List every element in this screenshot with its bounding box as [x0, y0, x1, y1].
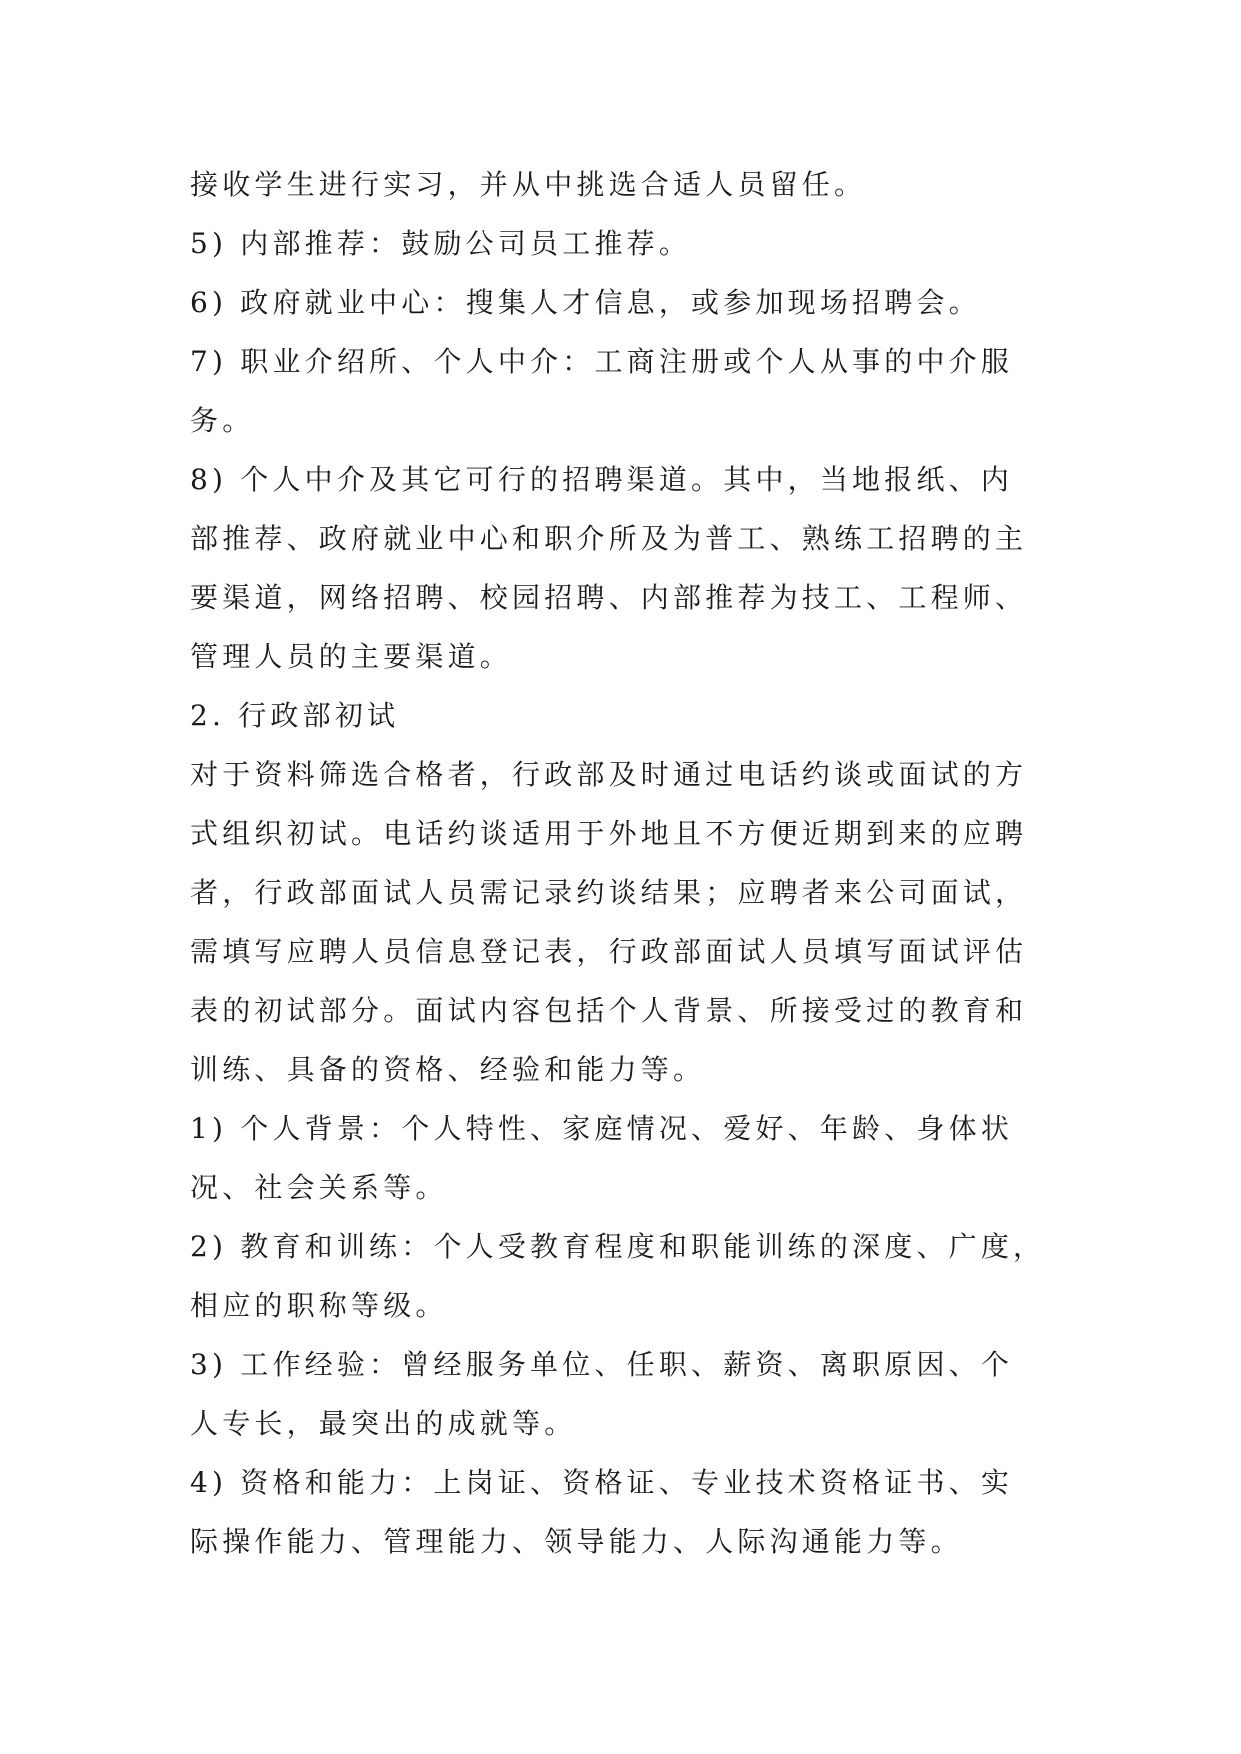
list-item-qualifications-abilities: 4) 资格和能力：上岗证、资格证、专业技术资格证书、实 际操作能力、管理能力、领导能力、人际沟通能力等。 [190, 1466, 1014, 1558]
list-item-other-channels: 8) 个人中介及其它可行的招聘渠道。其中，当地报纸、内 部推荐、政府就业中心和职介所及为普工、熟练工招聘的主 要渠道，网络招聘、校园招聘、内部推荐为技工、工程师、 管理人员的主要渠道。 [190, 463, 1028, 673]
document-body [190, 155, 1070, 1571]
list-item-personal-background: 1) 个人背景：个人特性、家庭情况、爱好、年龄、身体状 况、社会关系等。 [190, 1112, 1014, 1204]
list-item-employment-agency: 7) 职业介绍所、个人中介：工商注册或个人从事的中介服 务。 [190, 345, 1014, 437]
paragraph-initial-interview: 对于资料筛选合格者，行政部及时通过电话约谈或面试的方 式组织初试。电话约谈适用于外地且不方便近期到来的应聘 者，行政部面试人员需记录约谈结果；应聘者来公司面试， 需填写应聘人员信息登记表，行政部面试人员填写面试评估 表的初试部分。面试内容包括个人背景、所接受过的教育和 训练、具备的资格、经验和能力等。 [190, 758, 1028, 1086]
list-item-internal-referral: 5) 内部推荐：鼓励公司员工推荐。 [190, 227, 692, 260]
list-item-government-employment-center: 6) 政府就业中心：搜集人才信息，或参加现场招聘会。 [190, 286, 981, 319]
section-heading-initial-interview: 2. 行政部初试 [190, 699, 400, 732]
paragraph-internship-continuation: 接收学生进行实习，并从中挑选合适人员留任。 [190, 168, 867, 201]
list-item-work-experience: 3) 工作经验：曾经服务单位、任职、薪资、离职原因、个 人专长，最突出的成就等。 [190, 1348, 1014, 1440]
list-item-education-training: 2) 教育和训练：个人受教育程度和职能训练的深度、广度， 相应的职称等级。 [190, 1230, 1046, 1322]
